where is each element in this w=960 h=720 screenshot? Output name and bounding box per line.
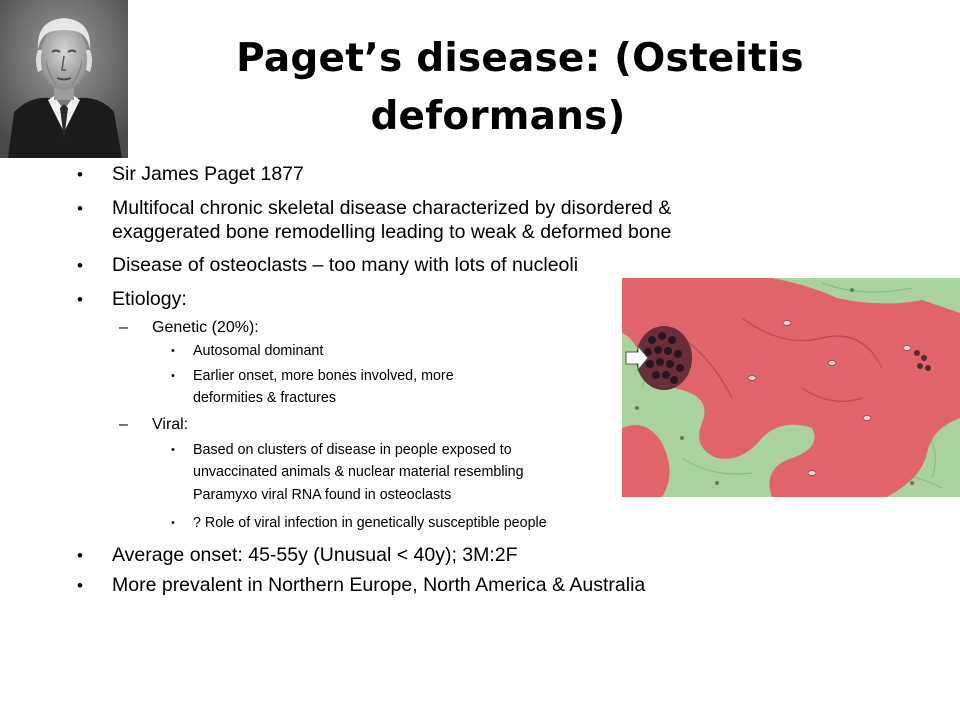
point-text: Earlier onset, more bones involved, more [193, 368, 454, 384]
bullet-marker: • [77, 199, 83, 218]
bullet-marker: • [171, 370, 175, 382]
sub-bullet-text: Genetic (20%): [152, 319, 259, 336]
sub-bullet-genetic [119, 317, 259, 339]
bullet-text: Etiology: [112, 288, 187, 310]
bullet-paget-1877 [77, 162, 304, 187]
viral-point-clusters [171, 440, 512, 462]
bullet-definition [77, 196, 672, 221]
genetic-point-earlier-onset-continued [193, 388, 336, 410]
bullet-average-onset [77, 543, 518, 568]
viral-point-clusters-continued-2 [193, 485, 451, 507]
histology-micrograph [622, 278, 960, 497]
point-text: Autosomal dominant [193, 343, 324, 359]
bullet-etiology [77, 287, 187, 312]
genetic-point-earlier-onset [171, 366, 454, 388]
bullet-marker: • [171, 345, 175, 357]
point-text: deformities & fractures [193, 390, 337, 406]
bullet-osteoclasts [77, 253, 579, 278]
bullet-text: More prevalent in Northern Europe, North America & Australia [112, 574, 646, 596]
bullet-marker: • [77, 256, 83, 275]
bullet-text-line-2: exaggerated bone remodelling leading to weak & deformed bone [112, 221, 672, 243]
title-line-2: deformans) [370, 94, 626, 139]
bullet-marker: • [171, 444, 175, 456]
bullet-text: Sir James Paget 1877 [112, 163, 304, 185]
bullet-definition-continued [112, 220, 671, 245]
title-line-1: Paget’s disease: (Osteitis [236, 36, 804, 81]
bullet-text-line-1: Multifocal chronic skeletal disease characterized by disordered & [112, 197, 672, 219]
bullet-marker: • [171, 517, 175, 529]
bullet-prevalence [77, 573, 646, 598]
bullet-text: Disease of osteoclasts – too many with lots of nucleoli [112, 254, 579, 276]
point-text: Based on clusters of disease in people exposed to [193, 442, 512, 458]
genetic-point-autosomal [171, 341, 324, 363]
viral-point-role [171, 513, 547, 535]
dash-marker: – [119, 319, 128, 336]
bullet-marker: • [77, 576, 83, 595]
bullet-marker: • [77, 165, 83, 184]
sub-bullet-viral [119, 414, 189, 436]
point-text: unvaccinated animals & nuclear material resembling [193, 464, 524, 480]
point-text: ? Role of viral infection in genetically susceptible people [193, 515, 547, 531]
bullet-marker: • [77, 546, 83, 565]
bullet-text: Average onset: 45-55y (Unusual < 40y); 3M:2F [112, 544, 518, 566]
point-text: Paramyxo viral RNA found in osteoclasts [193, 487, 452, 503]
viral-point-clusters-continued-1 [193, 462, 524, 484]
dash-marker: – [119, 416, 128, 433]
bullet-marker: • [77, 290, 83, 309]
sub-bullet-text: Viral: [152, 416, 189, 433]
